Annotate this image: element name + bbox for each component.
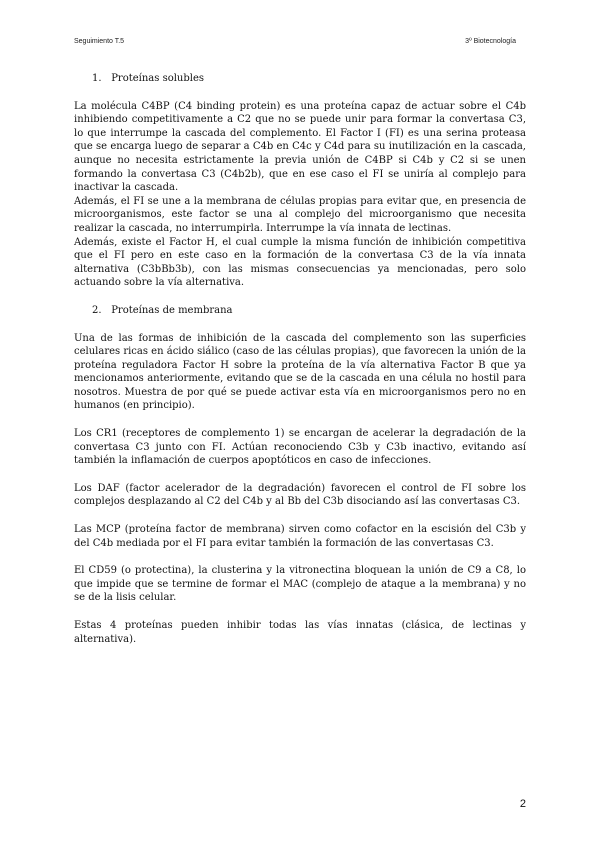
header-right-text: 3º Biotecnología — [465, 38, 516, 45]
page-number: 2 — [519, 798, 526, 810]
paragraph: La molécula C4BP (C4 binding protein) es una proteína capaz de actuar sobre el C4b inhibiendo competitivamente a C2 que no se puede unir para formar la convertasa C3, lo que interrumpe la cascada del complemento. El Factor I (FI) es una serina proteasa que se encarga luego de separar a C4b en C4c y C4d para su inutilización en la cascada, aunque no necesita estrictamente la previa unión de C4BP si C4b y C2 si se unen formando la convertasa C3 (C4b2b), que en ese caso el FI se uniría al complejo para inactivar la cascada. — [74, 100, 526, 194]
paragraph: Los CR1 (receptores de complemento 1) se encargan de acelerar la degradación de la convertasa C3 junto con FI. Actúan reconociendo C3b y C3b inactivo, evitando así también la inflamación de cuerpos apoptóticos en caso de infecciones. — [74, 428, 526, 467]
section-title-membrane — [92, 304, 526, 318]
paragraph: Estas 4 proteínas pueden inhibir todas las vías innatas (clásica, de lectinas y alternativa). — [74, 620, 526, 645]
document-body — [74, 72, 526, 646]
section-title-text: Proteínas de membrana — [111, 304, 233, 316]
header-left-text: Seguimiento T.5 — [74, 38, 125, 45]
section-title-soluble — [92, 72, 526, 86]
section-title-text: Proteínas solubles — [111, 73, 205, 84]
section-number: 1. — [92, 73, 102, 84]
paragraph: Además, el FI se une a la membrana de células propias para evitar que, en presencia de microorganismos, este factor se una al complejo del microorganismo que necesita realizar la cascada, no interrumpirla. Interrumpe la vía innata de lectinas. — [74, 195, 526, 234]
paragraph: Las MCP (proteína factor de membrana) sirven como cofactor en la escisión del C3b y del C4b mediada por el FI para evitar también la formación de las convertasas C3. — [74, 524, 526, 549]
paragraph: El CD59 (o protectina), la clusterina y la vitronectina bloquean la unión de C9 a C8, lo que impide que se termine de formar el MAC (complejo de ataque a la membrana) y no se de la lisis celular. — [74, 565, 526, 604]
paragraph: Una de las formas de inhibición de la cascada del complemento son las superficies celulares ricas en ácido siálico (caso de las células propias), que favorecen la unión de la proteína reguladora Factor H sobre la proteína de la vía alternativa Factor B que ya mencionamos anteriormente, evitando que se de la cascada en una célula no hostil para nosotros. Muestra de por qué se puede activar esta vía en microorganismos pero no en humanos (en principio). — [74, 332, 526, 412]
section-number: 2. — [92, 304, 102, 316]
paragraph: Los DAF (factor acelerador de la degradación) favorecen el control de FI sobre los complejos desplazando al C2 del C4b y al Bb del C3b disociando así las convertasas C3. — [74, 482, 526, 508]
paragraph: Además, existe el Factor H, el cual cumple la misma función de inhibición competitiva que el FI pero en este caso en la formación de la convertasa C3 de la vía innata alternativa (C3bBb3b), con las mismas consecuencias ya mencionadas, pero solo actuando sobre la vía alternativa. — [74, 236, 526, 289]
